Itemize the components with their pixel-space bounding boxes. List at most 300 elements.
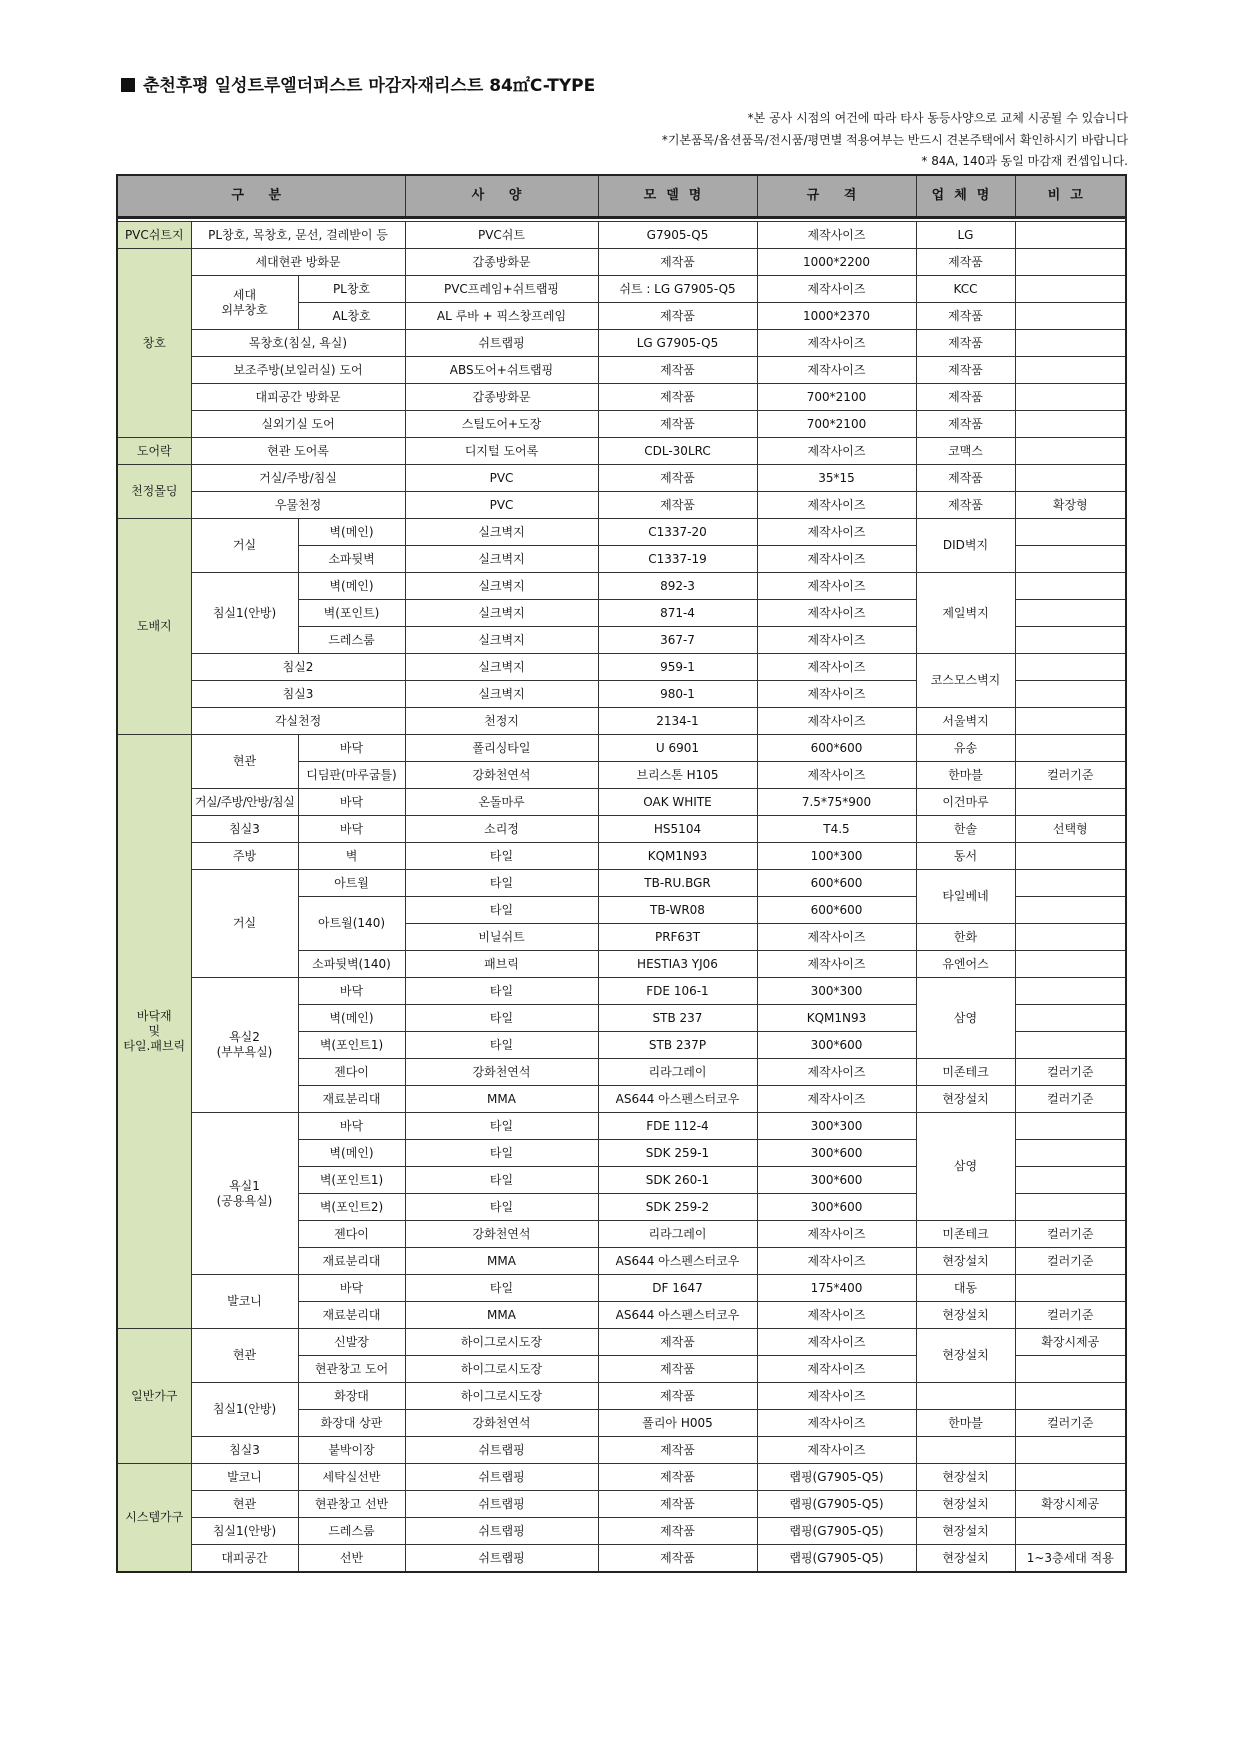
item-cell: 현관 <box>191 1491 298 1518</box>
model-cell: 제작품 <box>598 465 757 492</box>
item-cell: 현관 도어록 <box>191 438 405 465</box>
subitem-cell: 벽(메인) <box>298 573 405 600</box>
vendor-cell: 현장설치 <box>916 1464 1015 1491</box>
model-cell: LG G7905-Q5 <box>598 330 757 357</box>
size-cell: 제작사이즈 <box>757 681 916 708</box>
remarks-cell: 확장시제공 <box>1015 1491 1126 1518</box>
table-row <box>117 1518 1126 1545</box>
model-cell: OAK WHITE <box>598 789 757 816</box>
model-cell: 제작품 <box>598 249 757 276</box>
item-cell: 현관 <box>191 735 298 789</box>
item-cell: 침실1(안방) <box>191 1518 298 1545</box>
spec-cell: 강화천연석 <box>405 1221 598 1248</box>
remarks-cell <box>1015 978 1126 1005</box>
subitem-cell: 붙박이장 <box>298 1437 405 1464</box>
page-title <box>121 71 595 96</box>
remarks-cell <box>1015 1275 1126 1302</box>
item-cell: 거실/주방/침실 <box>191 465 405 492</box>
spec-cell: 갑종방화문 <box>405 249 598 276</box>
spec-cell: 하이그로시도장 <box>405 1329 598 1356</box>
remarks-cell: 컬러기준 <box>1015 1302 1126 1329</box>
subitem-cell: 신발장 <box>298 1329 405 1356</box>
remarks-cell <box>1015 654 1126 681</box>
vendor-cell: DID벽지 <box>916 519 1015 573</box>
vendor-cell: 현장설치 <box>916 1302 1015 1329</box>
category-cell: 바닥재 및 타일.패브릭 <box>117 735 191 1329</box>
table-row <box>117 1329 1126 1356</box>
size-cell: 300*600 <box>757 1032 916 1059</box>
model-cell: 제작품 <box>598 492 757 519</box>
model-cell: TB-RU.BGR <box>598 870 757 897</box>
table-row <box>117 1275 1126 1302</box>
vendor-cell: 삼영 <box>916 978 1015 1059</box>
table-row <box>117 1113 1126 1140</box>
remarks-cell <box>1015 546 1126 573</box>
remarks-cell <box>1015 465 1126 492</box>
size-cell: 제작사이즈 <box>757 1383 916 1410</box>
size-cell: KQM1N93 <box>757 1005 916 1032</box>
spec-cell: 패브릭 <box>405 951 598 978</box>
size-cell: 제작사이즈 <box>757 924 916 951</box>
size-cell: 제작사이즈 <box>757 357 916 384</box>
model-cell: AS644 아스펜스터코우 <box>598 1248 757 1275</box>
remarks-cell <box>1015 384 1126 411</box>
spec-cell: 실크벽지 <box>405 600 598 627</box>
table-row <box>117 357 1126 384</box>
vendor-cell: 제작품 <box>916 492 1015 519</box>
model-cell: FDE 106-1 <box>598 978 757 1005</box>
subitem-cell: 벽(포인트2) <box>298 1194 405 1221</box>
size-cell: 랩핑(G7905-Q5) <box>757 1464 916 1491</box>
model-cell: 리라그레이 <box>598 1221 757 1248</box>
model-cell: 폴리아 H005 <box>598 1410 757 1437</box>
table-row <box>117 465 1126 492</box>
remarks-cell <box>1015 438 1126 465</box>
category-cell: 창호 <box>117 249 191 438</box>
model-cell: SDK 259-2 <box>598 1194 757 1221</box>
item-cell: 세대 외부창호 <box>191 276 298 330</box>
spec-cell: MMA <box>405 1086 598 1113</box>
vendor-cell: 코스모스벽지 <box>916 654 1015 708</box>
model-cell: 제작품 <box>598 1383 757 1410</box>
remarks-cell <box>1015 1113 1126 1140</box>
table-row <box>117 654 1126 681</box>
item-cell: 침실3 <box>191 816 298 843</box>
spec-cell: 쉬트랩핑 <box>405 1518 598 1545</box>
vendor-cell: 제작품 <box>916 384 1015 411</box>
model-cell: STB 237P <box>598 1032 757 1059</box>
size-cell: 제작사이즈 <box>757 1221 916 1248</box>
spec-cell: ABS도어+쉬트랩핑 <box>405 357 598 384</box>
spec-cell: 타일 <box>405 1167 598 1194</box>
model-cell: 959-1 <box>598 654 757 681</box>
size-cell: 제작사이즈 <box>757 654 916 681</box>
remarks-cell <box>1015 573 1126 600</box>
size-cell: 제작사이즈 <box>757 1329 916 1356</box>
remarks-cell <box>1015 1032 1126 1059</box>
item-cell: 발코니 <box>191 1464 298 1491</box>
subitem-cell: 아트월 <box>298 870 405 897</box>
remarks-cell <box>1015 843 1126 870</box>
subitem-cell: 젠다이 <box>298 1059 405 1086</box>
remarks-cell: 컬러기준 <box>1015 1221 1126 1248</box>
remarks-cell <box>1015 222 1126 249</box>
column-header: 구 분 <box>117 175 405 218</box>
table-row <box>117 870 1126 897</box>
remarks-cell: 컬러기준 <box>1015 762 1126 789</box>
model-cell: PRF63T <box>598 924 757 951</box>
size-cell: 300*600 <box>757 1194 916 1221</box>
model-cell: KQM1N93 <box>598 843 757 870</box>
size-cell: 제작사이즈 <box>757 276 916 303</box>
size-cell: 700*2100 <box>757 384 916 411</box>
vendor-cell: 한솔 <box>916 816 1015 843</box>
spec-cell: 실크벽지 <box>405 546 598 573</box>
size-cell: 랩핑(G7905-Q5) <box>757 1491 916 1518</box>
item-cell: 우물천정 <box>191 492 405 519</box>
model-cell: FDE 112-4 <box>598 1113 757 1140</box>
item-cell: 세대현관 방화문 <box>191 249 405 276</box>
model-cell: STB 237 <box>598 1005 757 1032</box>
remarks-cell <box>1015 708 1126 735</box>
item-cell: 침실3 <box>191 681 405 708</box>
table-row <box>117 978 1126 1005</box>
category-cell: 도배지 <box>117 519 191 735</box>
column-header: 사 양 <box>405 175 598 218</box>
item-cell: 거실 <box>191 870 298 978</box>
vendor-cell: KCC <box>916 276 1015 303</box>
spec-cell: 쉬트랩핑 <box>405 1491 598 1518</box>
vendor-cell: 이건마루 <box>916 789 1015 816</box>
size-cell: 600*600 <box>757 870 916 897</box>
column-header: 비고 <box>1015 175 1126 218</box>
vendor-cell: LG <box>916 222 1015 249</box>
model-cell: C1337-19 <box>598 546 757 573</box>
spec-cell: 스틸도어+도장 <box>405 411 598 438</box>
model-cell: 제작품 <box>598 303 757 330</box>
model-cell: HESTIA3 YJ06 <box>598 951 757 978</box>
model-cell: 제작품 <box>598 1545 757 1573</box>
spec-cell: PVC쉬트 <box>405 222 598 249</box>
table-row <box>117 384 1126 411</box>
table-row <box>117 708 1126 735</box>
remarks-cell <box>1015 411 1126 438</box>
size-cell: 제작사이즈 <box>757 1410 916 1437</box>
item-cell: 대피공간 <box>191 1545 298 1573</box>
spec-cell: PVC <box>405 492 598 519</box>
remarks-cell <box>1015 357 1126 384</box>
spec-cell: 타일 <box>405 897 598 924</box>
size-cell: 600*600 <box>757 735 916 762</box>
item-cell: 침실1(안방) <box>191 573 298 654</box>
remarks-cell: 확장형 <box>1015 492 1126 519</box>
vendor-cell: 한마블 <box>916 762 1015 789</box>
item-cell: 욕실2 (부부욕실) <box>191 978 298 1113</box>
size-cell: 제작사이즈 <box>757 1059 916 1086</box>
size-cell: 300*600 <box>757 1140 916 1167</box>
size-cell: 제작사이즈 <box>757 1086 916 1113</box>
subitem-cell: 재료분리대 <box>298 1302 405 1329</box>
size-cell: 제작사이즈 <box>757 1302 916 1329</box>
spec-cell: MMA <box>405 1248 598 1275</box>
remarks-cell <box>1015 1167 1126 1194</box>
table-row <box>117 1464 1126 1491</box>
vendor-cell: 현장설치 <box>916 1086 1015 1113</box>
remarks-cell: 1~3층세대 적용 <box>1015 1545 1126 1573</box>
model-cell: 제작품 <box>598 411 757 438</box>
column-header: 모델명 <box>598 175 757 218</box>
category-cell: 시스템가구 <box>117 1464 191 1573</box>
model-cell: C1337-20 <box>598 519 757 546</box>
table-row <box>117 330 1126 357</box>
remarks-cell <box>1015 735 1126 762</box>
model-cell: 제작품 <box>598 1437 757 1464</box>
model-cell: G7905-Q5 <box>598 222 757 249</box>
size-cell: 제작사이즈 <box>757 600 916 627</box>
size-cell: 제작사이즈 <box>757 951 916 978</box>
vendor-cell: 동서 <box>916 843 1015 870</box>
spec-cell: 쉬트랩핑 <box>405 330 598 357</box>
size-cell: 1000*2200 <box>757 249 916 276</box>
remarks-cell <box>1015 249 1126 276</box>
subitem-cell: 벽(포인트1) <box>298 1167 405 1194</box>
vendor-cell: 현장설치 <box>916 1491 1015 1518</box>
vendor-cell <box>916 1383 1015 1410</box>
table-row <box>117 735 1126 762</box>
subitem-cell: 젠다이 <box>298 1221 405 1248</box>
remarks-cell <box>1015 1518 1126 1545</box>
item-cell: 거실 <box>191 519 298 573</box>
category-cell: PVC쉬트지 <box>117 222 191 249</box>
table-row <box>117 519 1126 546</box>
subitem-cell: 세탁실선반 <box>298 1464 405 1491</box>
spec-cell: PVC프레임+쉬트랩핑 <box>405 276 598 303</box>
size-cell: 랩핑(G7905-Q5) <box>757 1518 916 1545</box>
vendor-cell: 유송 <box>916 735 1015 762</box>
spec-cell: 강화천연석 <box>405 1410 598 1437</box>
model-cell: 제작품 <box>598 1464 757 1491</box>
size-cell: 100*300 <box>757 843 916 870</box>
model-cell: 제작품 <box>598 1356 757 1383</box>
spec-cell: 타일 <box>405 1194 598 1221</box>
size-cell: 제작사이즈 <box>757 1437 916 1464</box>
note-line: *기본품목/옵션품목/전시품/평면별 적용여부는 반드시 견본주택에서 확인하시기 바랍니다 <box>661 132 1128 147</box>
spec-cell: 실크벽지 <box>405 654 598 681</box>
item-cell: 침실1(안방) <box>191 1383 298 1437</box>
remarks-cell: 컬러기준 <box>1015 1086 1126 1113</box>
size-cell: 제작사이즈 <box>757 762 916 789</box>
model-cell: CDL-30LRC <box>598 438 757 465</box>
model-cell: 쉬트 : LG G7905-Q5 <box>598 276 757 303</box>
spec-cell: 타일 <box>405 843 598 870</box>
subitem-cell: 아트월(140) <box>298 897 405 951</box>
subitem-cell: 벽(메인) <box>298 519 405 546</box>
model-cell: 367-7 <box>598 627 757 654</box>
column-header: 규 격 <box>757 175 916 218</box>
vendor-cell: 제작품 <box>916 411 1015 438</box>
item-cell: 침실3 <box>191 1437 298 1464</box>
model-cell: U 6901 <box>598 735 757 762</box>
remarks-cell <box>1015 276 1126 303</box>
spec-cell: 타일 <box>405 1140 598 1167</box>
table-row <box>117 789 1126 816</box>
subitem-cell: 바닥 <box>298 978 405 1005</box>
remarks-cell <box>1015 681 1126 708</box>
model-cell: SDK 260-1 <box>598 1167 757 1194</box>
model-cell: 2134-1 <box>598 708 757 735</box>
spec-cell: 천정지 <box>405 708 598 735</box>
spec-cell: 실크벽지 <box>405 681 598 708</box>
table-row <box>117 276 1126 303</box>
spec-cell: 소리정 <box>405 816 598 843</box>
remarks-cell: 확장시제공 <box>1015 1329 1126 1356</box>
note-line: * 84A, 140과 동일 마감재 컨셉입니다. <box>921 154 1128 168</box>
model-cell: DF 1647 <box>598 1275 757 1302</box>
model-cell: AS644 아스펜스터코우 <box>598 1302 757 1329</box>
subitem-cell: 소파뒷벽(140) <box>298 951 405 978</box>
size-cell: 제작사이즈 <box>757 573 916 600</box>
spec-cell: 타일 <box>405 870 598 897</box>
remarks-cell <box>1015 897 1126 924</box>
spec-cell: 디지털 도어록 <box>405 438 598 465</box>
size-cell: 1000*2370 <box>757 303 916 330</box>
table-row <box>117 1437 1126 1464</box>
spec-cell: 하이그로시도장 <box>405 1383 598 1410</box>
item-cell: PL창호, 목창호, 문선, 걸레받이 등 <box>191 222 405 249</box>
vendor-cell: 현장설치 <box>916 1248 1015 1275</box>
subitem-cell: 재료분리대 <box>298 1086 405 1113</box>
spec-cell: 쉬트랩핑 <box>405 1464 598 1491</box>
notes <box>662 108 1128 173</box>
item-cell: 보조주방(보일러실) 도어 <box>191 357 405 384</box>
item-cell: 목창호(침실, 욕실) <box>191 330 405 357</box>
remarks-cell <box>1015 951 1126 978</box>
subitem-cell: 벽 <box>298 843 405 870</box>
vendor-cell: 타일베네 <box>916 870 1015 924</box>
remarks-cell: 컬러기준 <box>1015 1059 1126 1086</box>
remarks-cell <box>1015 1464 1126 1491</box>
size-cell: 랩핑(G7905-Q5) <box>757 1545 916 1573</box>
model-cell: AS644 아스펜스터코우 <box>598 1086 757 1113</box>
remarks-cell: 선택형 <box>1015 816 1126 843</box>
size-cell: 제작사이즈 <box>757 546 916 573</box>
subitem-cell: 바닥 <box>298 816 405 843</box>
spec-cell: 온돌마루 <box>405 789 598 816</box>
spec-cell: 갑종방화문 <box>405 384 598 411</box>
spec-cell: 실크벽지 <box>405 627 598 654</box>
size-cell: 제작사이즈 <box>757 1356 916 1383</box>
table-row <box>117 222 1126 249</box>
subitem-cell: 벽(메인) <box>298 1140 405 1167</box>
vendor-cell: 한마블 <box>916 1410 1015 1437</box>
model-cell: 892-3 <box>598 573 757 600</box>
size-cell: 700*2100 <box>757 411 916 438</box>
table-row <box>117 249 1126 276</box>
model-cell: SDK 259-1 <box>598 1140 757 1167</box>
spec-cell: 타일 <box>405 1275 598 1302</box>
vendor-cell: 현장설치 <box>916 1329 1015 1383</box>
table-row <box>117 411 1126 438</box>
item-cell: 주방 <box>191 843 298 870</box>
remarks-cell: 컬러기준 <box>1015 1410 1126 1437</box>
subitem-cell: 소파뒷벽 <box>298 546 405 573</box>
remarks-cell <box>1015 1437 1126 1464</box>
size-cell: 제작사이즈 <box>757 222 916 249</box>
item-cell: 발코니 <box>191 1275 298 1329</box>
subitem-cell: 드레스룸 <box>298 627 405 654</box>
remarks-cell <box>1015 600 1126 627</box>
size-cell: 제작사이즈 <box>757 492 916 519</box>
subitem-cell: 바닥 <box>298 789 405 816</box>
vendor-cell: 현장설치 <box>916 1545 1015 1573</box>
materials-table <box>116 174 1127 1573</box>
subitem-cell: 재료분리대 <box>298 1248 405 1275</box>
model-cell: 제작품 <box>598 384 757 411</box>
category-cell: 천정몰딩 <box>117 465 191 519</box>
item-cell: 각실천정 <box>191 708 405 735</box>
size-cell: 제작사이즈 <box>757 519 916 546</box>
model-cell: 제작품 <box>598 1518 757 1545</box>
remarks-cell <box>1015 1194 1126 1221</box>
vendor-cell: 유엔어스 <box>916 951 1015 978</box>
remarks-cell <box>1015 303 1126 330</box>
model-cell: 제작품 <box>598 1491 757 1518</box>
vendor-cell <box>916 1437 1015 1464</box>
size-cell: 제작사이즈 <box>757 1248 916 1275</box>
size-cell: T4.5 <box>757 816 916 843</box>
item-cell: 침실2 <box>191 654 405 681</box>
subitem-cell: 화장대 <box>298 1383 405 1410</box>
size-cell: 7.5*75*900 <box>757 789 916 816</box>
remarks-cell <box>1015 1140 1126 1167</box>
spec-cell: 타일 <box>405 1032 598 1059</box>
vendor-cell: 제작품 <box>916 330 1015 357</box>
model-cell: 리라그레이 <box>598 1059 757 1086</box>
item-cell: 실외기실 도어 <box>191 411 405 438</box>
vendor-cell: 서울벽지 <box>916 708 1015 735</box>
table-row <box>117 816 1126 843</box>
model-cell: TB-WR08 <box>598 897 757 924</box>
vendor-cell: 미존테크 <box>916 1059 1015 1086</box>
table-row <box>117 573 1126 600</box>
size-cell: 175*400 <box>757 1275 916 1302</box>
size-cell: 제작사이즈 <box>757 627 916 654</box>
remarks-cell <box>1015 1356 1126 1383</box>
spec-cell: 타일 <box>405 1113 598 1140</box>
vendor-cell: 제작품 <box>916 249 1015 276</box>
subitem-cell: 드레스룸 <box>298 1518 405 1545</box>
subitem-cell: 바닥 <box>298 1275 405 1302</box>
remarks-cell <box>1015 924 1126 951</box>
remarks-cell <box>1015 1383 1126 1410</box>
square-bullet-icon <box>121 78 135 92</box>
category-cell: 일반가구 <box>117 1329 191 1464</box>
model-cell: HS5104 <box>598 816 757 843</box>
size-cell: 300*600 <box>757 1167 916 1194</box>
subitem-cell: 현관창고 선반 <box>298 1491 405 1518</box>
table-row <box>117 1491 1126 1518</box>
spec-cell: 타일 <box>405 1005 598 1032</box>
remarks-cell <box>1015 330 1126 357</box>
item-cell: 욕실1 (공용욕실) <box>191 1113 298 1275</box>
table-row <box>117 492 1126 519</box>
table-row <box>117 1545 1126 1573</box>
item-cell: 거실/주방/안방/침실 <box>191 789 298 816</box>
subitem-cell: PL창호 <box>298 276 405 303</box>
header-row <box>117 175 1126 218</box>
subitem-cell: 벽(메인) <box>298 1005 405 1032</box>
remarks-cell: 컬러기준 <box>1015 1248 1126 1275</box>
